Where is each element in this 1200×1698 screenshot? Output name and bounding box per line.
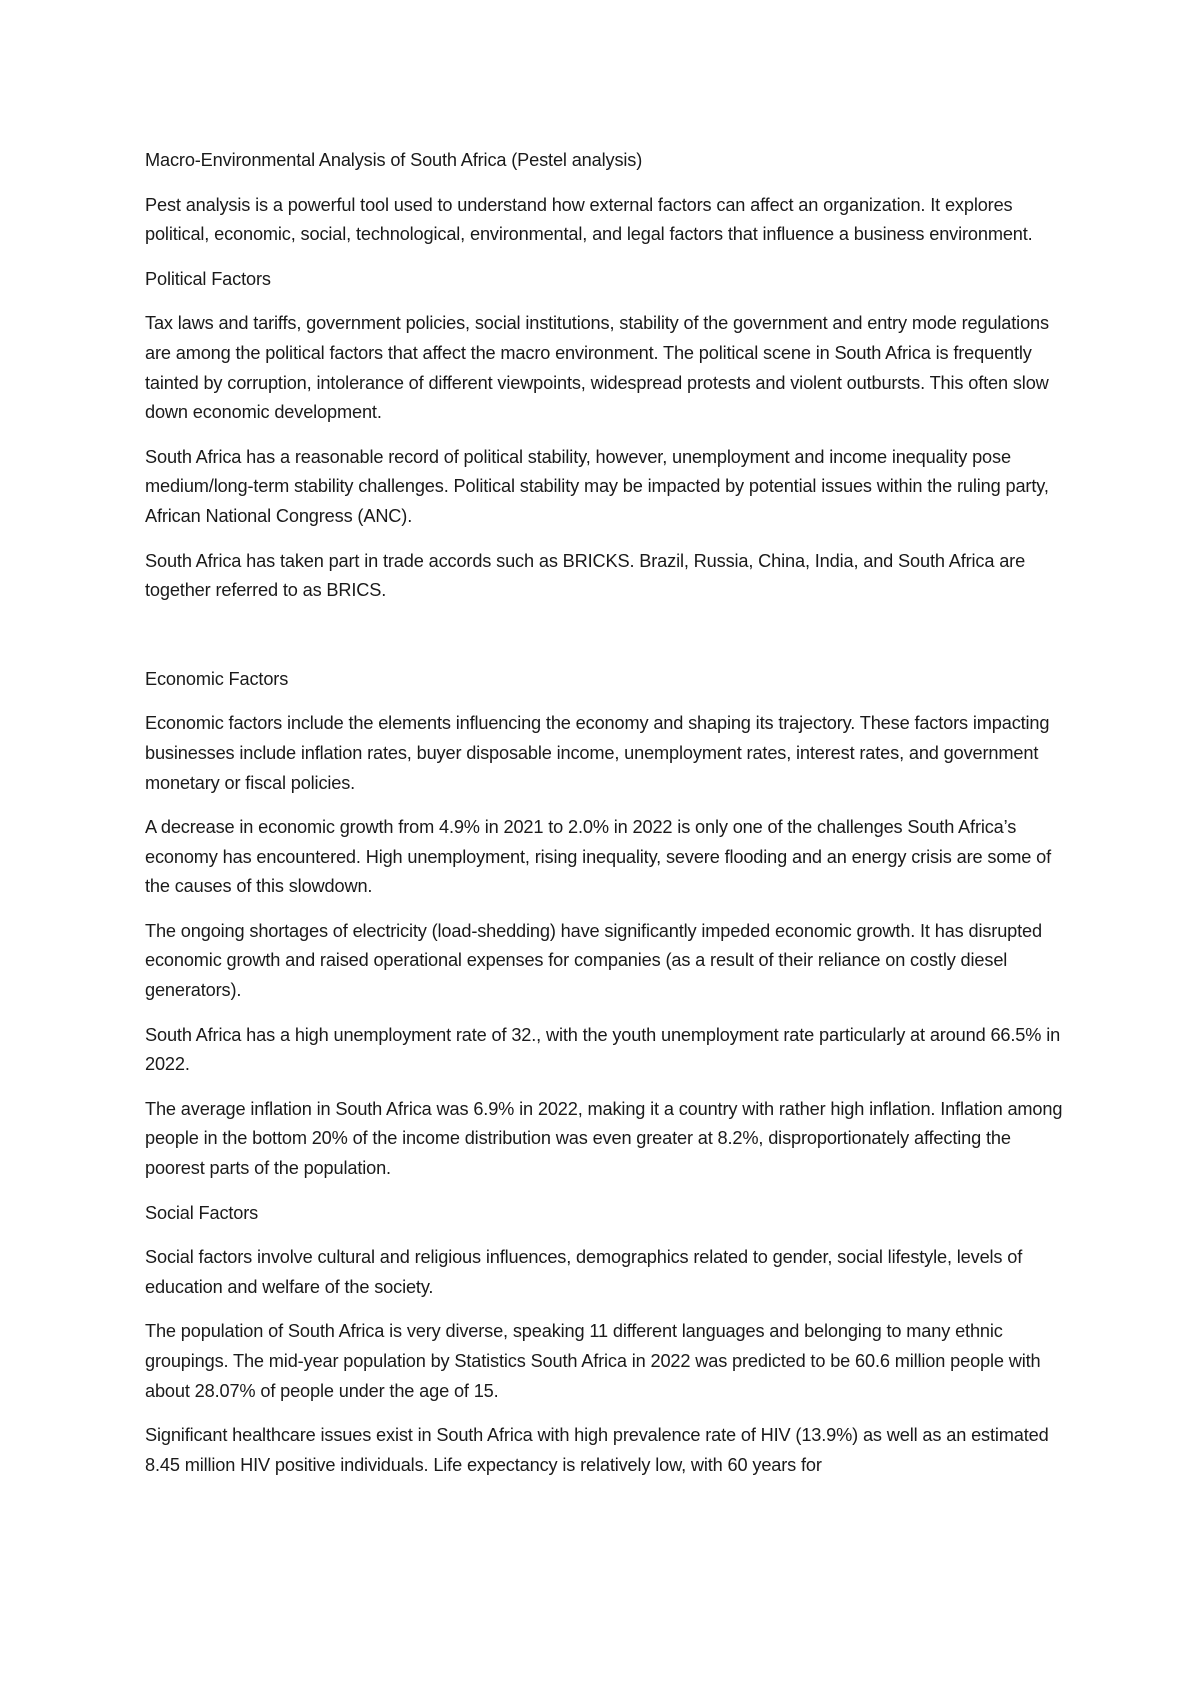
economic-paragraph: South Africa has a high unemployment rate of 32., with the youth unemployment rate particularly at around 66.5% in 2022. bbox=[145, 1024, 1061, 1075]
political-paragraph: South Africa has a reasonable record of political stability, however, unemployment and income inequality pose medium/long-term stability challenges. Political stability may be impacted by potential issues within the ruling party, African National Congress (ANC). bbox=[145, 446, 1049, 526]
social-paragraph: Social factors involve cultural and religious influences, demographics related to gender, social lifestyle, levels of education and welfare of the society. bbox=[145, 1247, 1023, 1297]
economic-factors-heading: Economic Factors bbox=[145, 668, 289, 689]
political-factors-heading: Political Factors bbox=[145, 268, 271, 289]
social-paragraph: Significant healthcare issues exist in South Africa with high prevalence rate of HIV (13.9%) as well as an estimated 8.45 million HIV positive individuals. Life expectancy is relatively low, with 60 years for bbox=[145, 1425, 1049, 1475]
political-paragraph: Tax laws and tariffs, government policies, social institutions, stability of the government and entry mode regulations are among the political factors that affect the macro environment. The political scene in South Africa is frequently tainted by corruption, intolerance of different viewpoints, widespread protests and violent outbursts. This often slow down economic development. bbox=[145, 313, 1049, 423]
economic-paragraph: A decrease in economic growth from 4.9% in 2021 to 2.0% in 2022 is only one of the challenges South Africa’s economy has encountered. High unemployment, rising inequality, severe flooding and an energy crisis are some of the causes of this slowdown. bbox=[145, 817, 1052, 897]
document-body bbox=[145, 146, 1075, 1495]
economic-paragraph: The average inflation in South Africa was 6.9% in 2022, making it a country with rather high inflation. Inflation among people in the bottom 20% of the income distribution was even greater at 8.2%, disproportionately affecting the poorest parts of the population. bbox=[145, 1098, 1063, 1179]
social-paragraph: The population of South Africa is very diverse, speaking 11 different languages and belonging to many ethnic groupings. The mid-year population by Statistics South Africa in 2022 was predicted to be 60.6 million people with about 28.07% of people under the age of 15. bbox=[145, 1321, 1041, 1401]
economic-paragraph: The ongoing shortages of electricity (load-shedding) have significantly impeded economic growth. It has disrupted economic growth and raised operational expenses for companies (as a result of their reliance on costly diesel generators). bbox=[145, 920, 1042, 1001]
social-factors-heading: Social Factors bbox=[145, 1202, 259, 1223]
economic-paragraph: Economic factors include the elements influencing the economy and shaping its trajectory. These factors impacting businesses include inflation rates, buyer disposable income, unemployment rates, interest rates, and government monetary or fiscal policies. bbox=[145, 713, 1050, 793]
section-spacer bbox=[145, 621, 1075, 665]
document-title: Macro-Environmental Analysis of South Africa (Pestel analysis) bbox=[145, 150, 643, 170]
intro-paragraph: Pest analysis is a powerful tool used to understand how external factors can affect an organization. It explores political, economic, social, technological, environmental, and legal factors that influence a business environment. bbox=[145, 194, 1033, 245]
political-paragraph: South Africa has taken part in trade accords such as BRICKS. Brazil, Russia, China, India, and South Africa are together referred to as BRICS. bbox=[145, 550, 1026, 601]
